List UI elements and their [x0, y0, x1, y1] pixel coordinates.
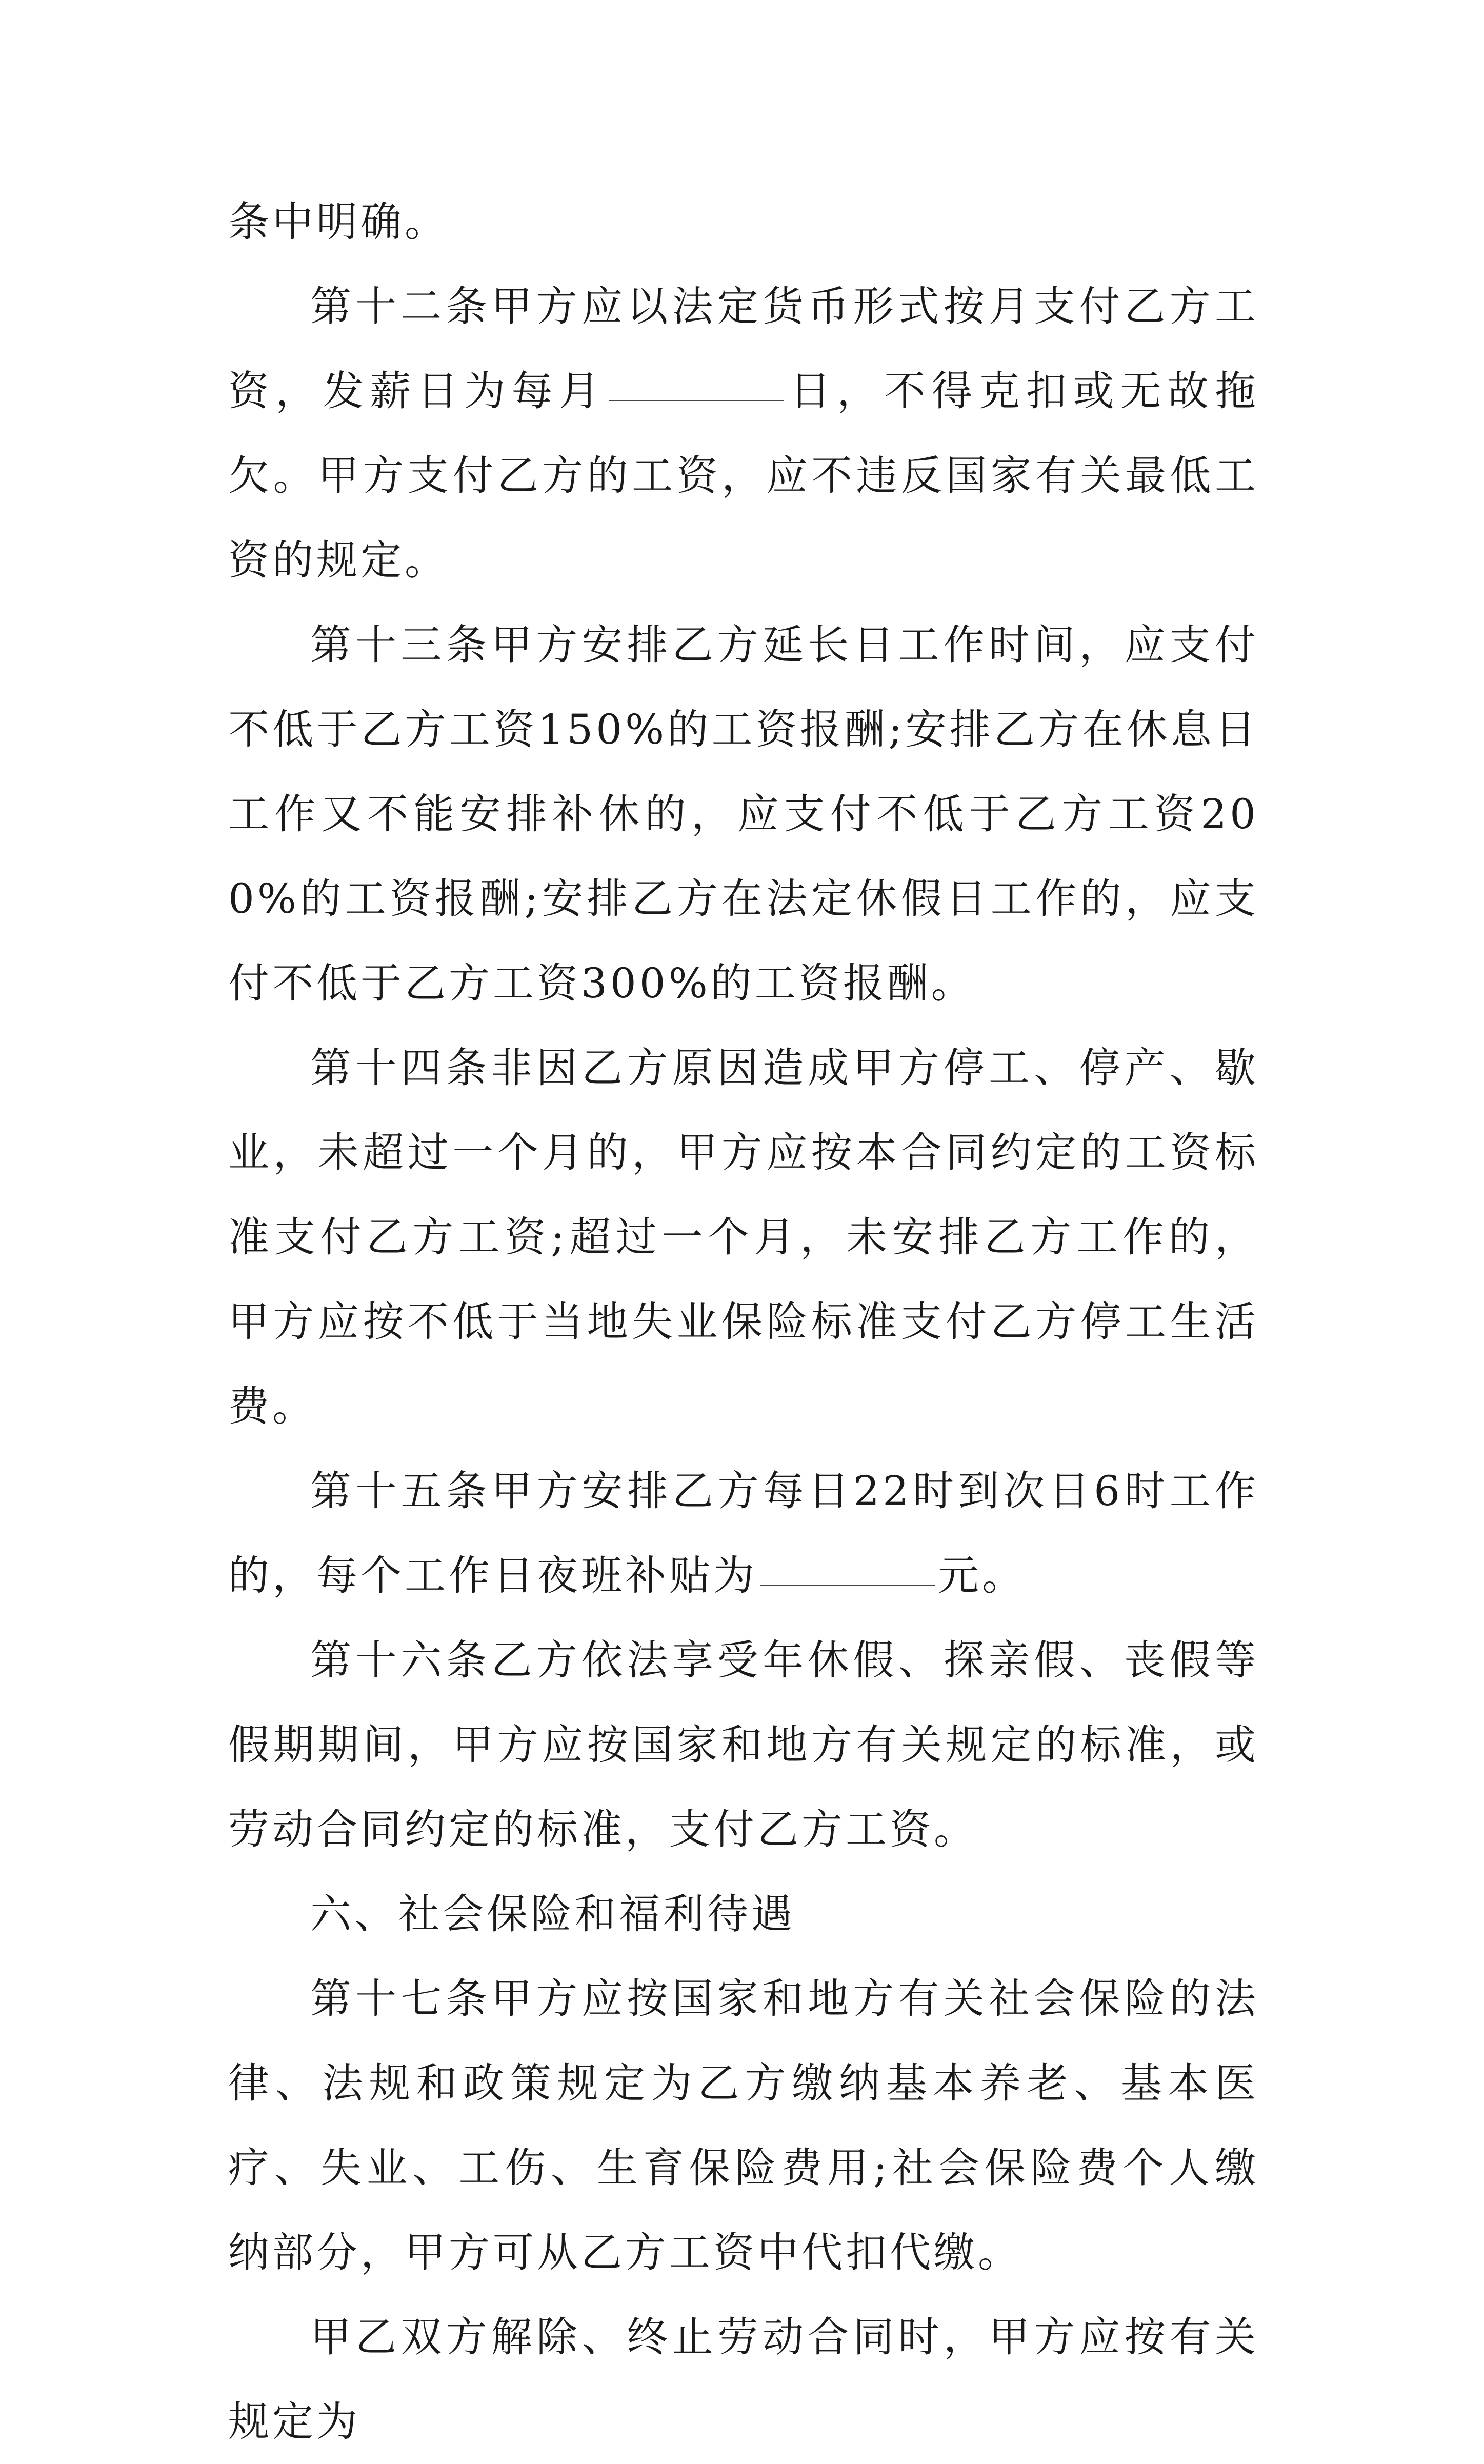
paragraph-text: 第十四条非因乙方原因造成甲方停工、停产、歇业，未超过一个月的，甲方应按本合同约定的工资标准支付乙方工资;超过一个月，未安排乙方工作的，甲方应按不低于当地失业保险标准支付乙方停工生活费。 [228, 1044, 1259, 1430]
paragraph-article-16 [228, 1618, 1259, 1872]
night-shift-allowance-blank [760, 1584, 935, 1586]
paragraph-article-13 [228, 603, 1259, 1026]
paragraph-article-17 [228, 1956, 1259, 2295]
paragraph-text: 第十三条甲方安排乙方延长日工作时间，应支付不低于乙方工资150%的工资报酬;安排乙方在休息日工作又不能安排补休的，应支付不低于乙方工资200%的工资报酬;安排乙方在法定休假日工作的，应支付不低于乙方工资300%的工资报酬。 [228, 621, 1259, 1007]
paragraph-text: 第十五条甲方安排乙方每日22时到次日6时工作的，每个工作日夜班补贴为 [228, 1467, 1259, 1599]
paragraph-text: 日，不得克扣或无故拖欠。甲方支付乙方的工资，应不违反国家有关最低工资的规定。 [228, 367, 1259, 584]
paragraph-article-15 [228, 1449, 1259, 1618]
paragraph-continuation [228, 179, 1259, 264]
paragraph-text: 条中明确。 [228, 198, 449, 246]
payday-blank [609, 399, 784, 401]
paragraph-text: 甲乙双方解除、终止劳动合同时，甲方应按有关规定为 [228, 2313, 1259, 2446]
paragraph-text: 元。 [938, 1552, 1026, 1599]
document-body [228, 179, 1259, 2464]
paragraph-text: 第十六条乙方依法享受年休假、探亲假、丧假等假期期间，甲方应按国家和地方有关规定的标准，或劳动合同约定的标准，支付乙方工资。 [228, 1636, 1259, 1853]
paragraph-text: 第十七条甲方应按国家和地方有关社会保险的法律、法规和政策规定为乙方缴纳基本养老、基本医疗、失业、工伤、生育保险费用;社会保险费个人缴纳部分，甲方可从乙方工资中代扣代缴。 [228, 1975, 1259, 2276]
paragraph-termination [228, 2295, 1259, 2464]
paragraph-text: 第十二条甲方应以法定货币形式按月支付乙方工资，发薪日为每月 [228, 283, 1259, 415]
paragraph-article-14 [228, 1026, 1259, 1449]
paragraph-article-12 [228, 264, 1259, 603]
section-heading-social-insurance [228, 1872, 1259, 1956]
section-heading-text: 六、社会保险和福利待遇 [310, 1890, 795, 1938]
